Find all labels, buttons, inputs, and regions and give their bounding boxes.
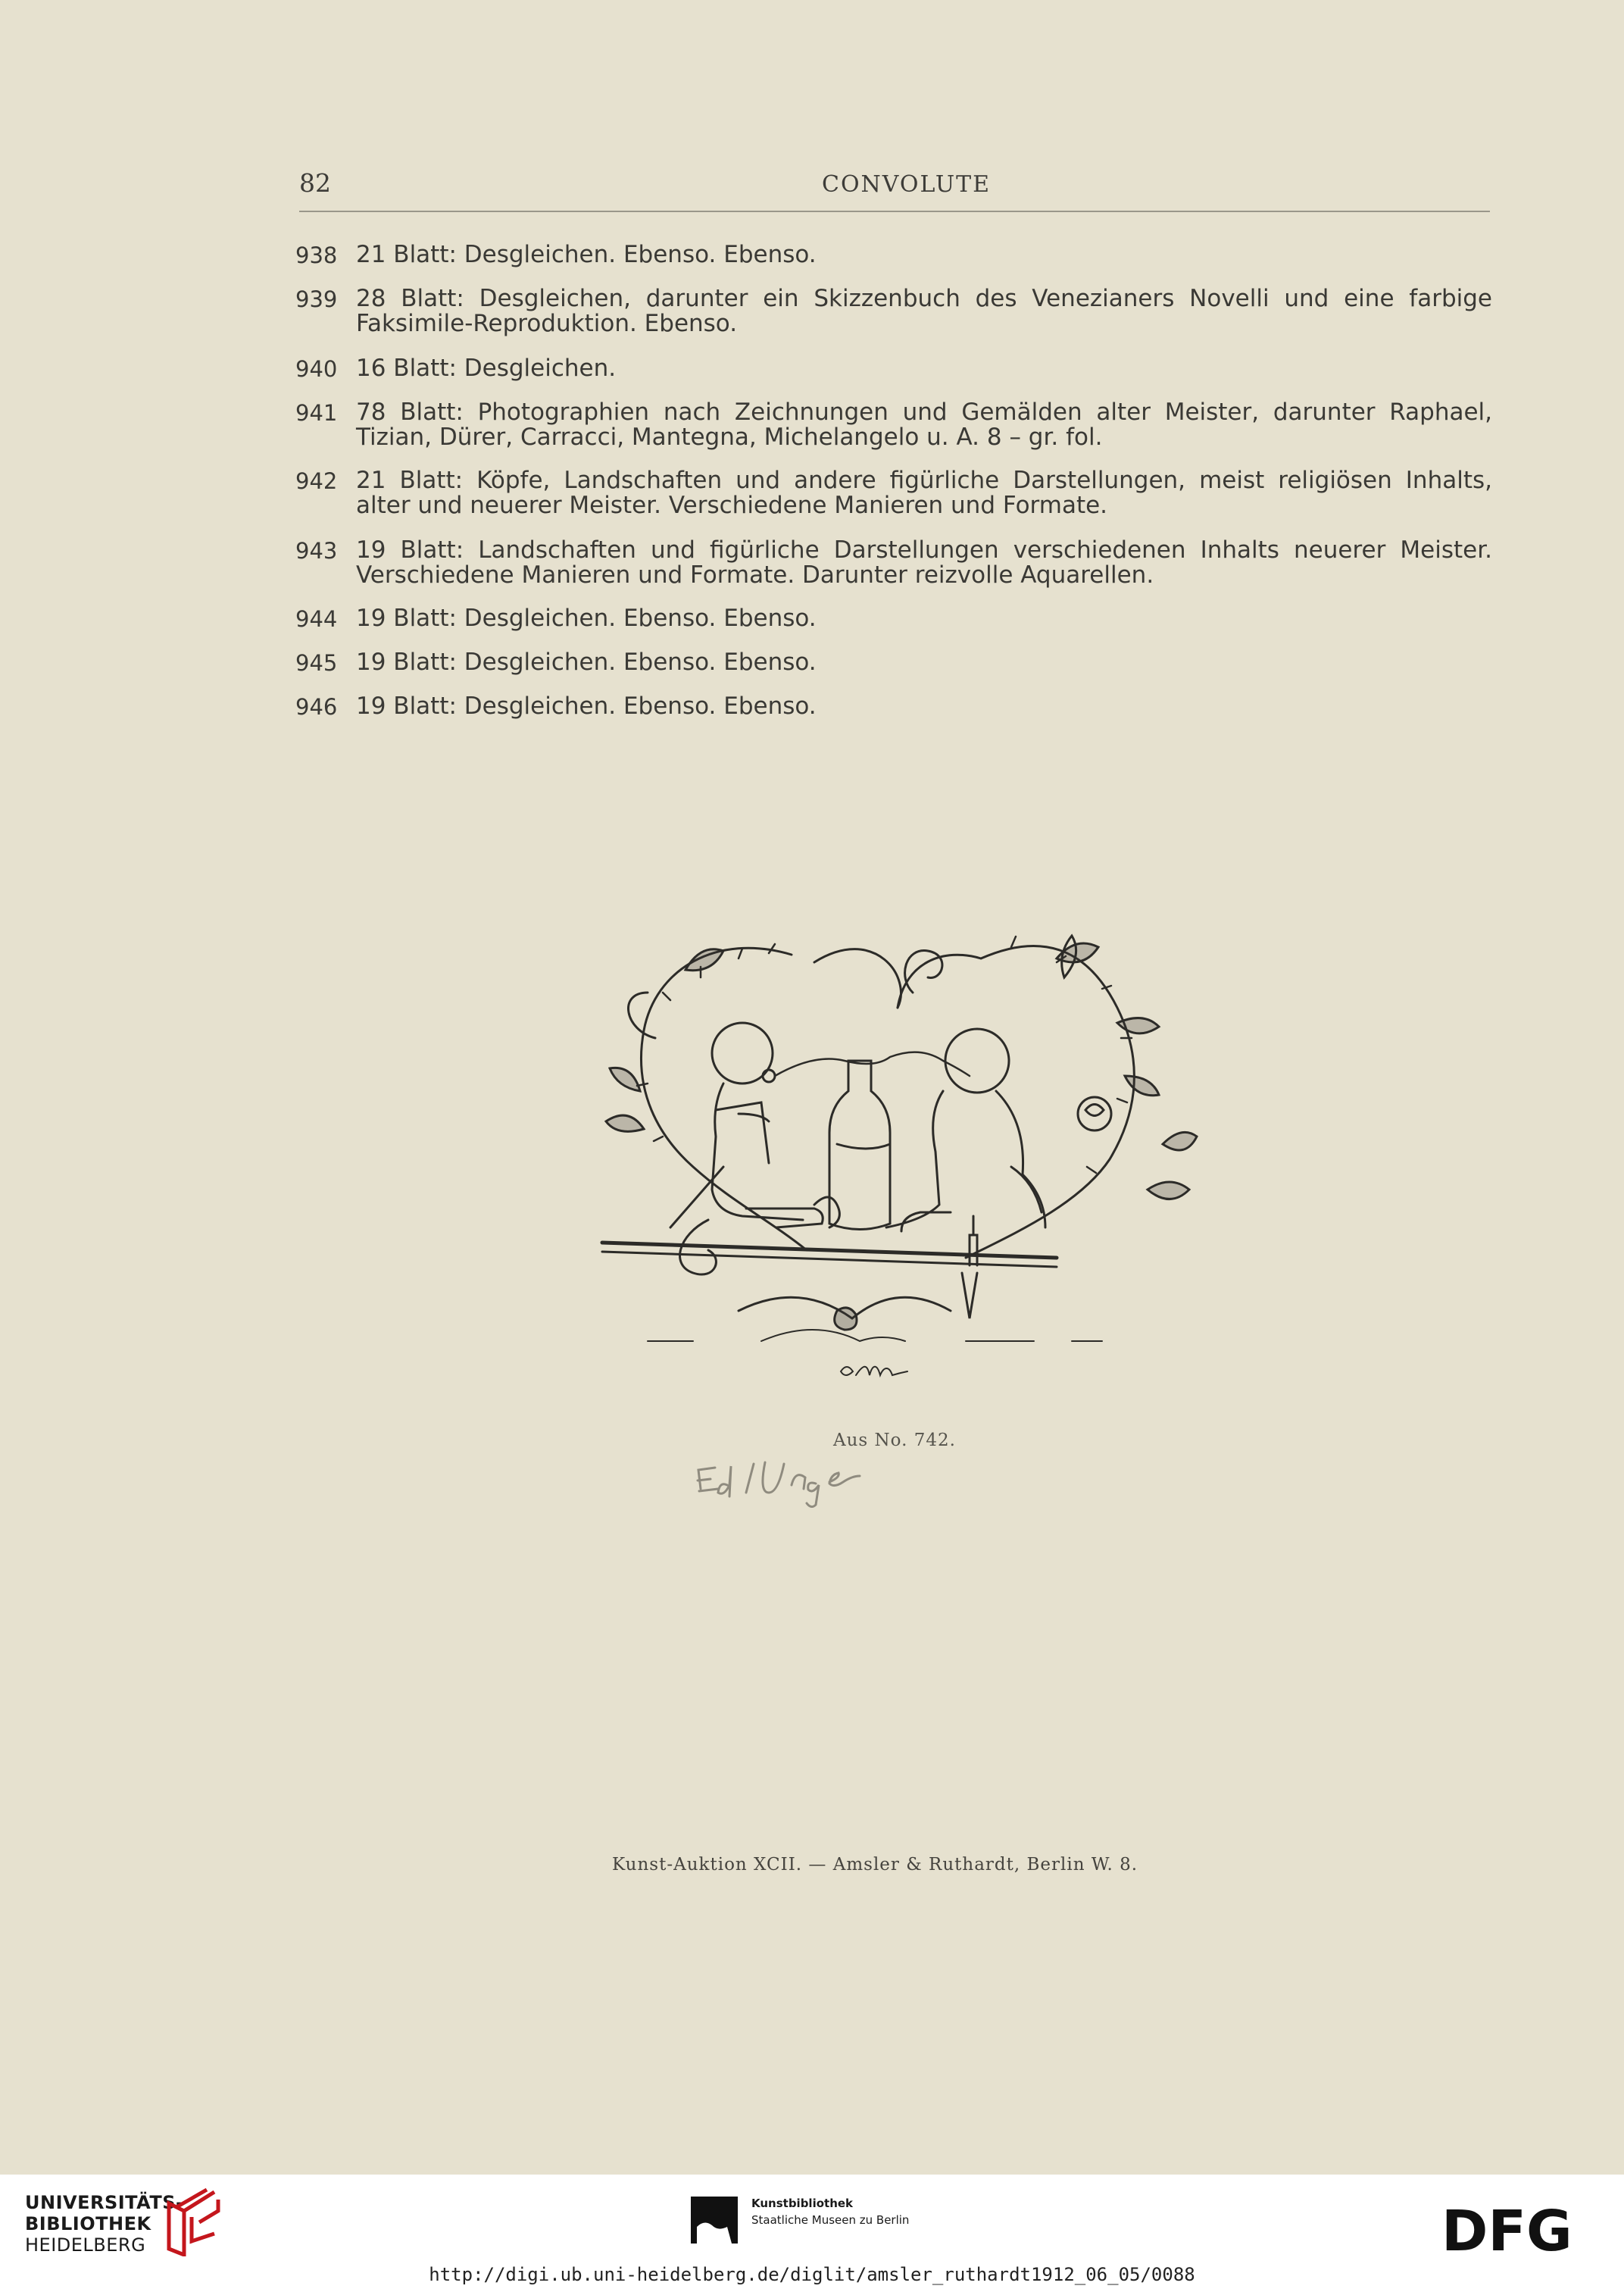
lot-number: 939 [295, 286, 338, 312]
lot-number: 945 [295, 650, 338, 676]
library-name: Kunstbibliothek [751, 2197, 854, 2210]
lot-description [356, 538, 1492, 588]
lot-description-line: alter und neuerer Meister. Verschiedene Manieren und Formate. [356, 492, 1108, 519]
vignette-illustration [587, 917, 1201, 1417]
university-library-logo-icon [161, 2188, 226, 2256]
library-org: Staatliche Museen zu Berlin [751, 2213, 910, 2227]
university-library-logo-text [25, 2192, 184, 2256]
lot-description-line: 78 Blatt: Photographien nach Zeichnungen und Gemälden alter Meister, darunter Raphael, [356, 399, 1492, 426]
lot-description [356, 650, 1492, 675]
lot-description-line: 21 Blatt: Köpfe, Landschaften und andere figürliche Darstellungen, meist religiösen Inhalts, [356, 467, 1492, 494]
dfg-logo-text: DFG [1441, 2206, 1572, 2256]
lot-description-line: 19 Blatt: Desgleichen. Ebenso. Ebenso. [356, 649, 817, 676]
lot-number: 942 [295, 468, 338, 494]
lot-number: 943 [295, 538, 338, 564]
lot-description [356, 606, 1492, 631]
university-line-2: BIBLIOTHEK [25, 2213, 151, 2234]
lot-number: 938 [295, 242, 338, 268]
illustration-caption: Aus No. 742. [833, 1431, 956, 1450]
lot-number: 941 [295, 400, 338, 426]
lot-description-line: Faksimile-Reproduktion. Ebenso. [356, 310, 738, 337]
lot-description [356, 356, 1492, 381]
handwritten-signature [686, 1447, 867, 1508]
lot-description [356, 242, 1492, 267]
dfg-logo [1441, 2206, 1601, 2256]
lot-description-line: 19 Blatt: Landschaften und figürliche Darstellungen verschiedenen Inhalts neuerer Meister. [356, 536, 1492, 564]
lot-description [356, 286, 1492, 336]
university-line-1: UNIVERSITÄTS- [25, 2192, 184, 2213]
lot-description-line: Tizian, Dürer, Carracci, Mantegna, Michelangelo u. A. 8 – gr. fol. [356, 424, 1103, 451]
lot-description [356, 400, 1492, 450]
permalink-url[interactable]: http://digi.ub.uni-heidelberg.de/diglit/amsler_ruthardt1912_06_05/0088 [429, 2264, 1195, 2285]
publisher-imprint: Kunst-Auktion XCII. — Amsler & Ruthardt, Berlin W. 8. [612, 1855, 1138, 1875]
lot-description [356, 468, 1492, 518]
lot-description-line: 19 Blatt: Desgleichen. Ebenso. Ebenso. [356, 693, 817, 720]
university-line-3: HEIDELBERG [25, 2234, 146, 2256]
kunstbibliothek-logo-icon [691, 2197, 738, 2244]
lot-description-line: 21 Blatt: Desgleichen. Ebenso. Ebenso. [356, 241, 817, 268]
lot-description [356, 694, 1492, 719]
page-number: 82 [299, 168, 331, 198]
lot-description-line: 16 Blatt: Desgleichen. [356, 355, 617, 382]
lot-number: 944 [295, 606, 338, 632]
lot-number: 940 [295, 356, 338, 382]
lot-description-line: 19 Blatt: Desgleichen. Ebenso. Ebenso. [356, 605, 817, 632]
kunstbibliothek-logo-text [751, 2195, 909, 2228]
lot-number: 946 [295, 694, 338, 720]
running-title: CONVOLUTE [822, 171, 992, 198]
lot-description-line: 28 Blatt: Desgleichen, darunter ein Skizzenbuch des Venezianers Novelli und eine farbige [356, 285, 1492, 312]
lot-description-line: Verschiedene Manieren und Formate. Darunter reizvolle Aquarellen. [356, 561, 1154, 589]
page-header [299, 165, 1490, 212]
